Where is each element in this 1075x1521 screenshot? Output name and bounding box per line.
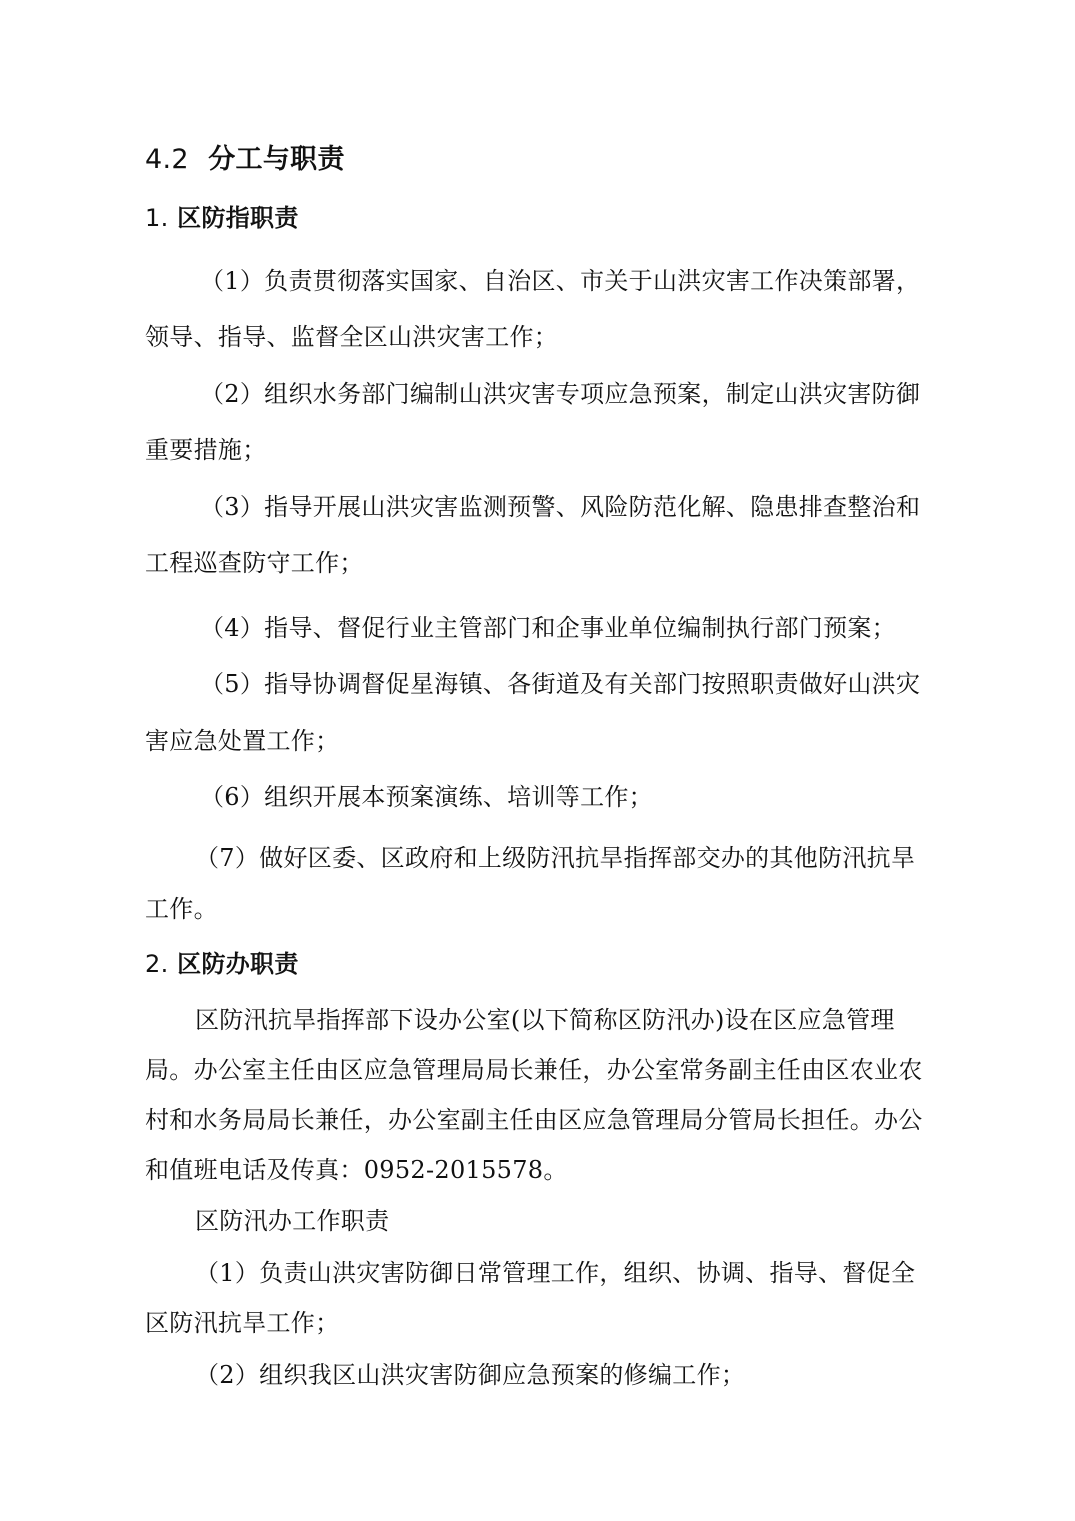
paragraph-line: 重要措施； [145,436,267,464]
paragraph-line: 区防汛抗旱指挥部下设办公室(以下简称区防汛办)设在区应急管理 [195,1006,895,1034]
subsection-heading-2 [145,948,955,980]
section-heading [145,142,955,178]
subsection-number: 2. [145,950,169,978]
paragraph-line: 工作。 [145,895,218,923]
paragraph-line: （1）负责贯彻落实国家、自治区、市关于山洪灾害工作决策部署， [200,267,921,295]
paragraph-line: （6）组织开展本预案演练、培训等工作； [200,783,653,811]
paragraph-line: （7）做好区委、区政府和上级防汛抗旱指挥部交办的其他防汛抗旱 [195,844,916,872]
paragraph-line: 局。办公室主任由区应急管理局局长兼任，办公室常务副主任由区农业农 [145,1056,923,1084]
paragraph-line: （4）指导、督促行业主管部门和企事业单位编制执行部门预案； [200,614,896,642]
subsection-title: 区防指职责 [177,204,299,232]
paragraph-line: （2）组织水务部门编制山洪灾害专项应急预案，制定山洪灾害防御 [200,380,921,408]
paragraph-line: 区防汛抗旱工作； [145,1309,340,1337]
paragraph-line: 害应急处置工作； [145,727,340,755]
paragraph-line: 工程巡查防守工作； [145,549,364,577]
paragraph-line: 村和水务局局长兼任，办公室副主任由区应急管理局分管局长担任。办公 [145,1106,923,1134]
paragraph-line: （1）负责山洪灾害防御日常管理工作，组织、协调、指导、督促全 [195,1259,916,1287]
duties-heading: 区防汛办工作职责 [195,1207,390,1235]
subsection-number: 1. [145,204,169,232]
section-title: 分工与职责 [208,144,345,175]
paragraph-line: 和值班电话及传真：0952-2015578。 [145,1156,568,1184]
paragraph-line: （5）指导协调督促星海镇、各街道及有关部门按照职责做好山洪灾 [200,670,921,698]
paragraph-line: 领导、指导、监督全区山洪灾害工作； [145,323,559,351]
paragraph-line: （3）指导开展山洪灾害监测预警、风险防范化解、隐患排查整治和 [200,493,921,521]
subsection-title: 区防办职责 [177,950,299,978]
subsection-heading-1 [145,202,955,234]
section-number: 4.2 [145,144,189,175]
paragraph-line: （2）组织我区山洪灾害防御应急预案的修编工作； [195,1361,746,1389]
